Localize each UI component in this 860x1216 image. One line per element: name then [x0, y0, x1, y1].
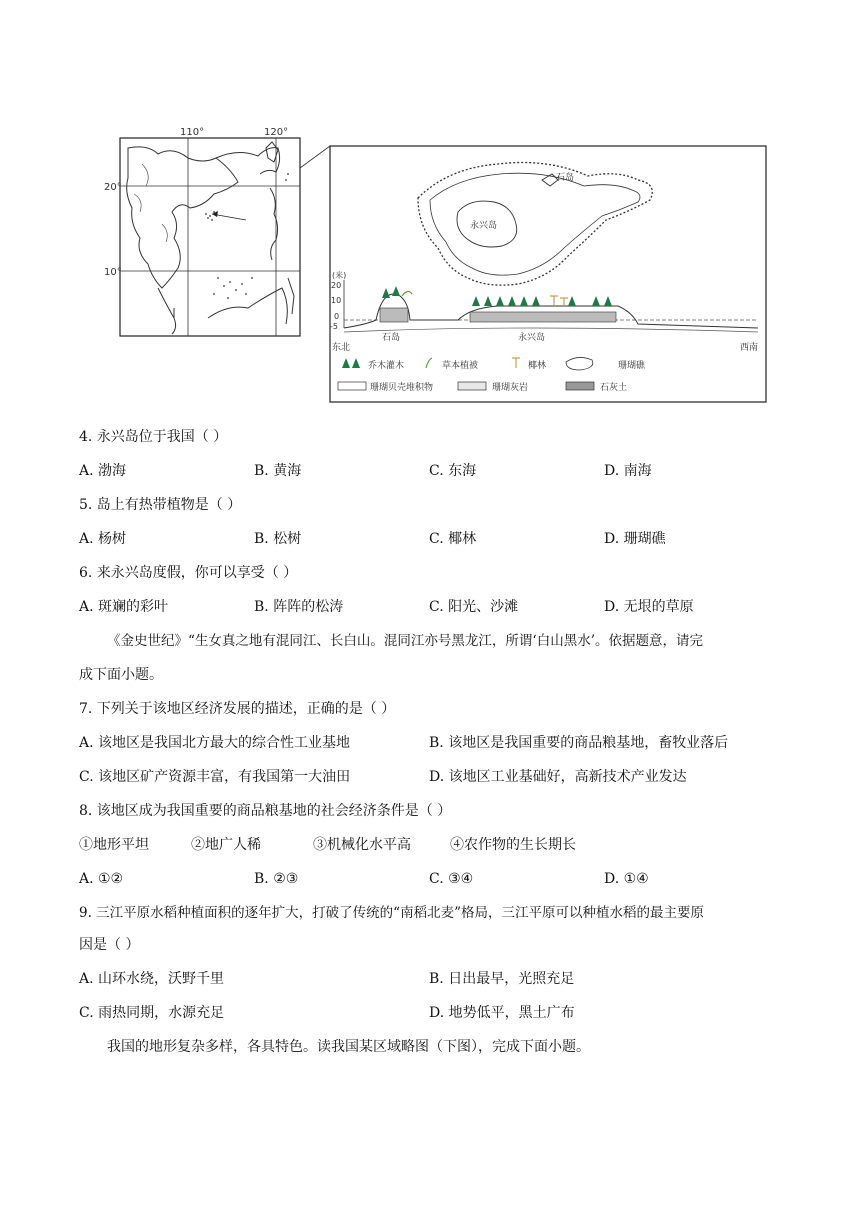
q8-option-c: C. ③④ — [429, 871, 474, 887]
q4-option-d: D. 南海 — [604, 463, 652, 479]
yongxing-island-outline — [418, 163, 652, 286]
q8-option-b: B. ②③ — [254, 871, 299, 887]
question-9-stem-line-2: 因是（ ） — [79, 937, 140, 953]
tick-10: 10 — [331, 296, 342, 305]
q5-option-b: B. 松树 — [254, 531, 302, 547]
question-7-stem: 7. 下列关于该地区经济发展的描述，正确的是（ ） — [79, 701, 396, 717]
q4-option-c: C. 东海 — [429, 463, 477, 479]
q8-item-4: ④农作物的生长期长 — [450, 837, 576, 853]
q6-option-b: B. 阵阵的松涛 — [254, 599, 344, 615]
q8-option-a: A. ①② — [79, 871, 124, 887]
q4-option-a: A. 渤海 — [79, 463, 127, 479]
dir-southwest: 西南 — [740, 343, 759, 353]
figure-map-and-profile — [104, 127, 768, 404]
tick-20: 20 — [331, 281, 342, 290]
q7-option-a: A. 该地区是我国北方最大的综合性工业基地 — [79, 735, 351, 751]
profile-label-shi-island: 石岛 — [382, 333, 401, 343]
question-4-stem: 4. 永兴岛位于我国（ ） — [79, 429, 228, 445]
q7-option-b: B. 该地区是我国重要的商品粮基地，畜牧业落后 — [429, 735, 729, 751]
legend-grass: 草本植被 — [442, 361, 479, 371]
q8-item-1: ①地形平坦 — [79, 837, 149, 853]
passage-1-line-2: 成下面小题。 — [79, 667, 163, 683]
tick-0: 0 — [334, 312, 340, 321]
q6-option-a: A. 斑斓的彩叶 — [79, 599, 169, 615]
q7-option-c: C. 该地区矿产资源丰富，有我国第一大油田 — [79, 769, 351, 785]
legend-reef: 珊瑚礁 — [618, 361, 646, 371]
q6-option-d: D. 无垠的草原 — [604, 599, 694, 615]
q8-item-2: ②地广人稀 — [191, 837, 261, 853]
q9-option-c: C. 雨热同期，水源充足 — [79, 1005, 225, 1021]
label-shi-island: 石岛 — [556, 173, 575, 183]
passage-2: 我国的地形复杂多样，各具特色。读我国某区域略图（下图），完成下面小题。 — [107, 1039, 590, 1055]
q5-option-c: C. 椰林 — [429, 531, 477, 547]
question-6-stem: 6. 来永兴岛度假，你可以享受（ ） — [79, 565, 298, 581]
q7-option-d: D. 该地区工业基础好，高新技术产业发达 — [429, 769, 687, 785]
dir-northeast: 东北 — [332, 343, 351, 353]
legend-limestone: 珊瑚灰岩 — [492, 383, 529, 393]
question-5-stem: 5. 岛上有热带植物是（ ） — [79, 497, 242, 513]
q8-option-d: D. ①④ — [604, 871, 649, 887]
legend-coconut: 椰林 — [528, 361, 547, 371]
q4-option-b: B. 黄海 — [254, 463, 302, 479]
q9-option-d: D. 地势低平，黑土广布 — [429, 1005, 575, 1021]
figure-legend — [338, 357, 646, 393]
lon-label-120: 120° — [264, 127, 289, 138]
q9-option-b: B. 日出最早，光照充足 — [429, 971, 575, 987]
legend-deposit: 珊瑚贝壳堆积物 — [370, 383, 434, 393]
legend-trees: 乔木灌木 — [368, 361, 405, 371]
question-8-stem: 8. 该地区成为我国重要的商品粮基地的社会经济条件是（ ） — [79, 803, 452, 819]
cross-section-profile — [330, 270, 758, 353]
question-9-stem-line-1: 9. 三江平原水稻种植面积的逐年扩大，打破了传统的“南稻北麦”格局，三江平原可以种植水稻的最主要原 — [79, 905, 704, 921]
q8-item-3: ③机械化水平高 — [313, 837, 411, 853]
label-yongxing-island: 永兴岛 — [470, 221, 498, 231]
q6-option-c: C. 阳光、沙滩 — [429, 599, 519, 615]
lat-label-10: 10° — [104, 267, 122, 278]
passage-1-line-1: 《金史世纪》“生女真之地有混同江、长白山。混同江亦号黑龙江，所谓‘白山黑水’。依据题意，请完 — [107, 633, 703, 649]
q5-option-a: A. 杨树 — [79, 531, 127, 547]
lat-label-20: 20° — [104, 182, 122, 193]
profile-unit: (米) — [332, 271, 347, 280]
tick-minus5: -5 — [330, 322, 338, 331]
q9-option-a: A. 山环水绕，沃野千里 — [79, 971, 225, 987]
legend-soil: 石灰土 — [600, 383, 628, 393]
lon-label-110: 110° — [180, 127, 205, 138]
q5-option-d: D. 珊瑚礁 — [604, 531, 666, 547]
south-china-sea-map — [104, 127, 330, 336]
profile-label-yongxing: 永兴岛 — [518, 333, 546, 343]
